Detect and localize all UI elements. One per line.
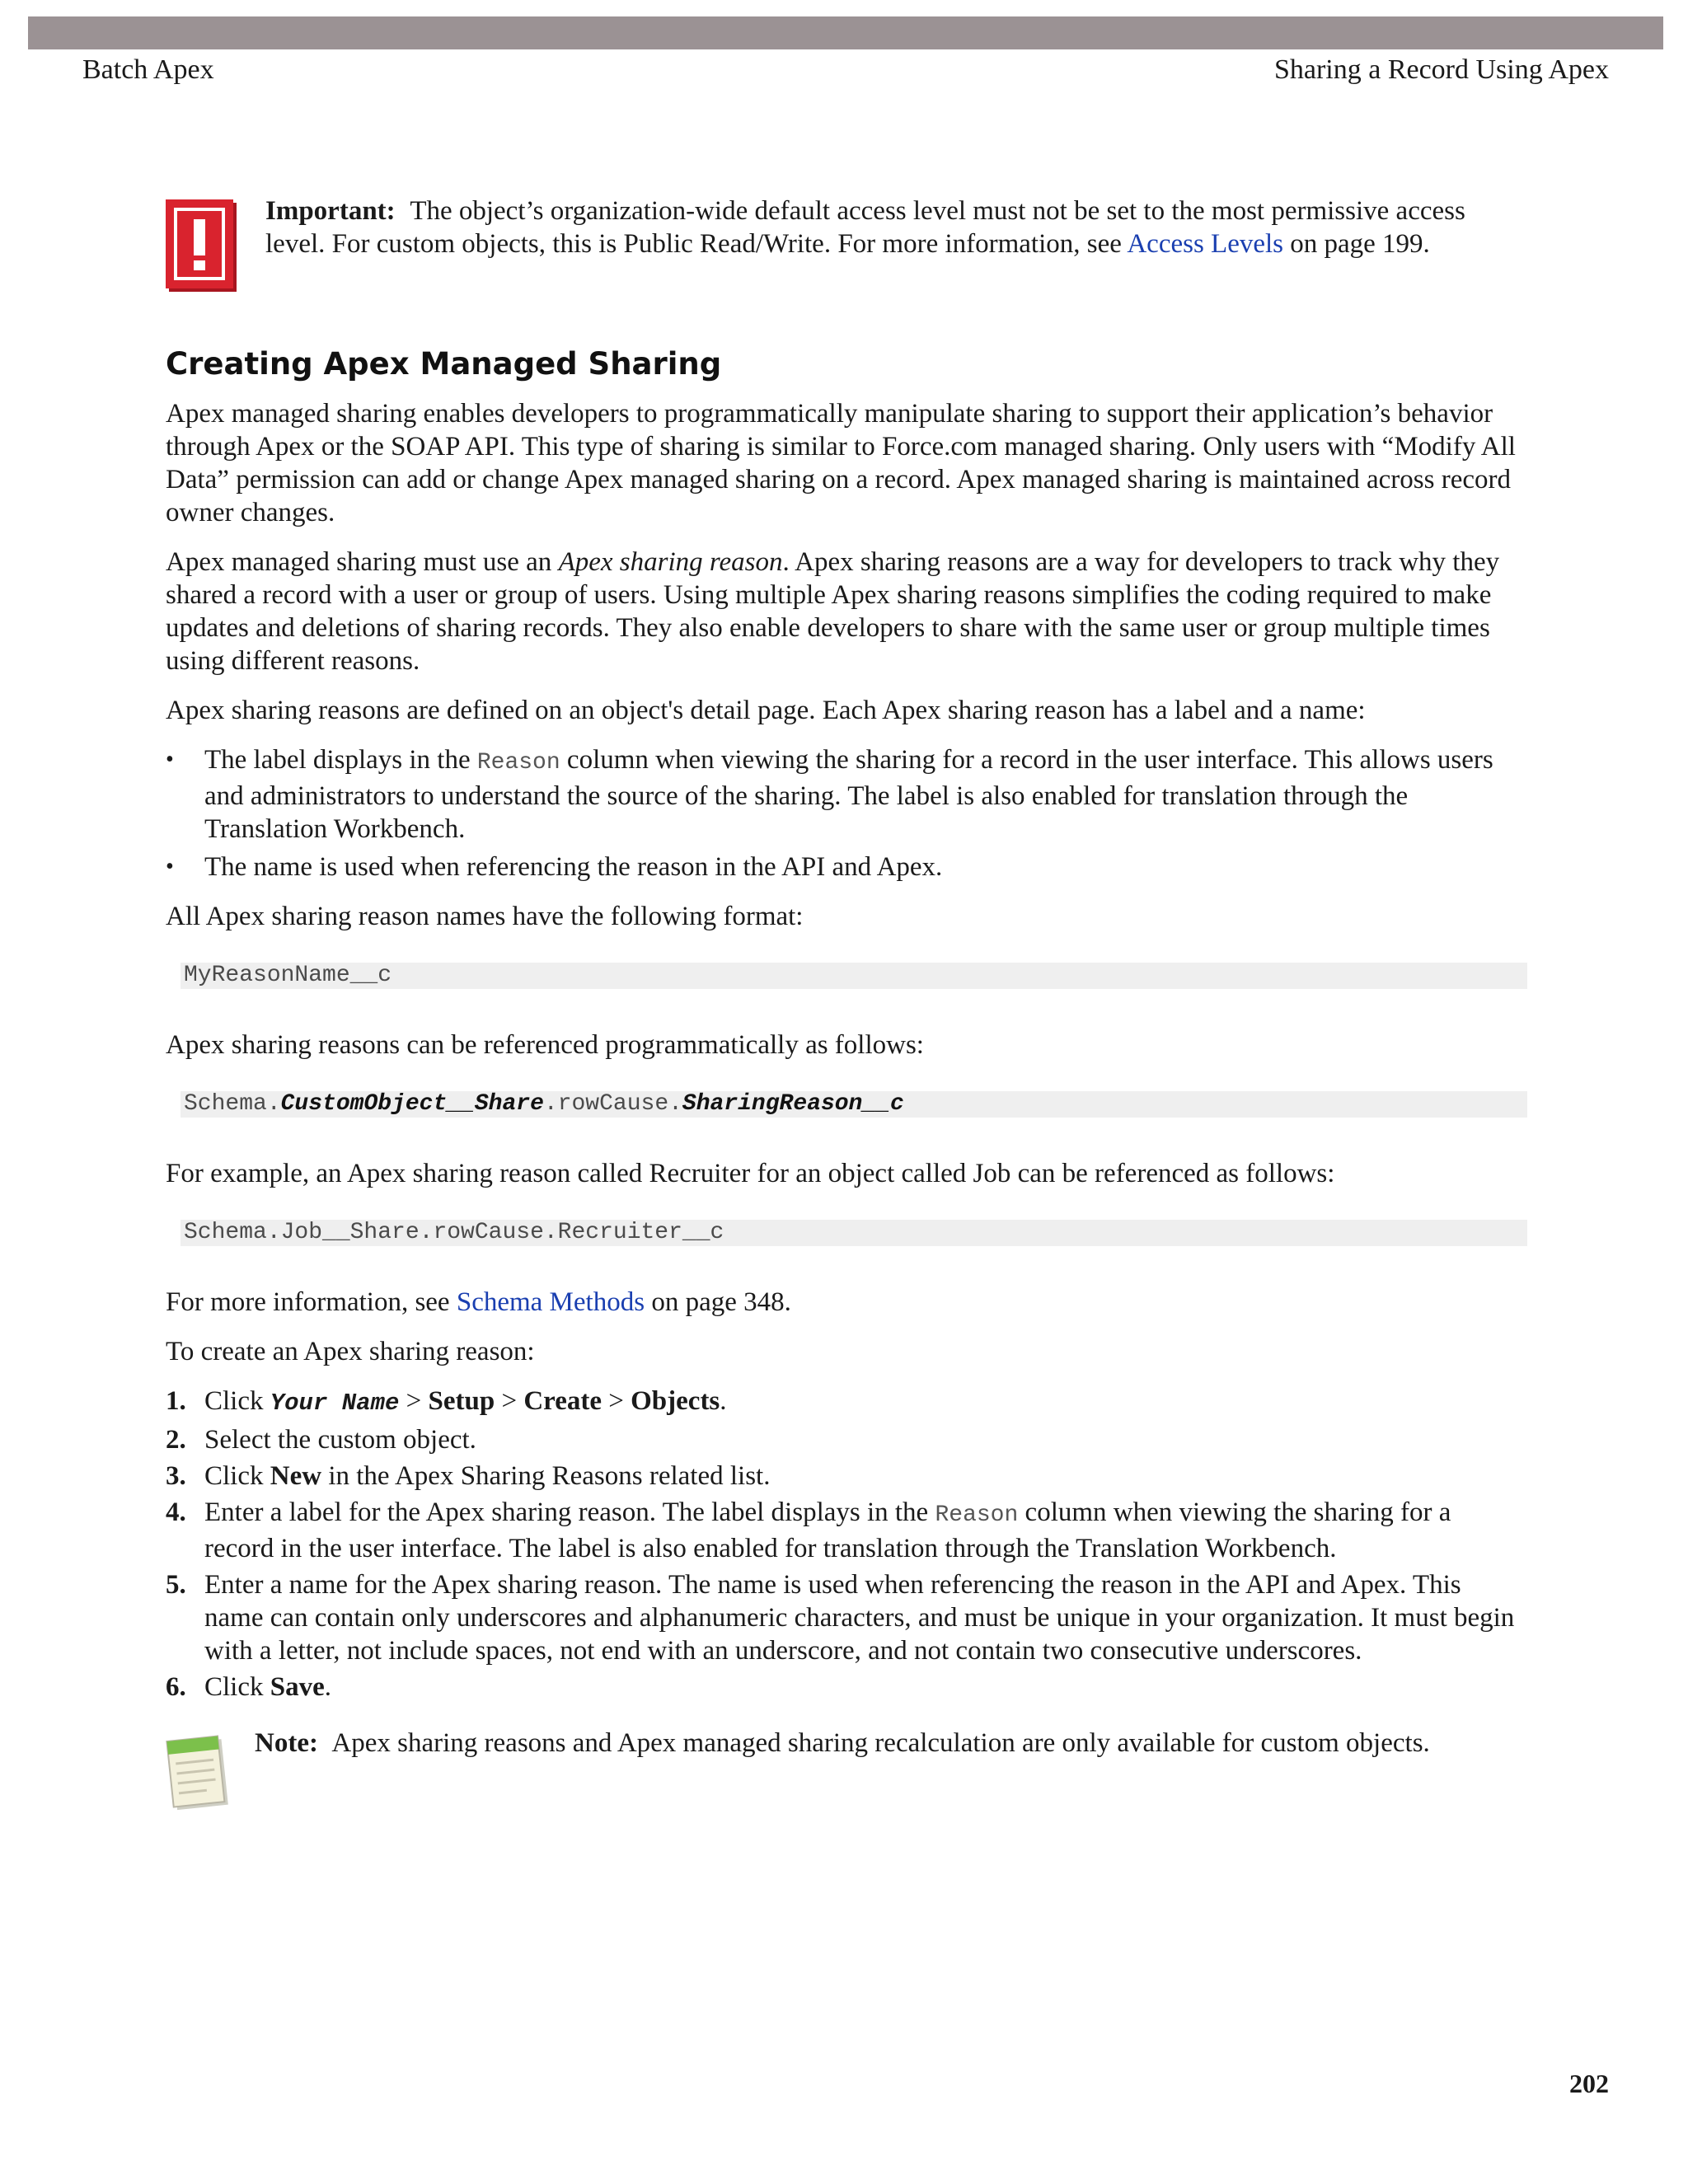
- note-callout: [166, 1727, 1524, 1817]
- steps-list: [166, 1385, 1524, 1704]
- list-item: • The label displays in the Reason column when viewing the sharing for a record in the user interface. This allows users and administrators to understand the source of the sharing. The label is also enabled for translation through the Translation Workbench.: [166, 745, 1493, 844]
- important-icon: [166, 199, 240, 295]
- paragraph: Apex managed sharing must use an Apex sharing reason. Apex sharing reasons are a way for developers to track why they shared a record with a user or group of users. Using multiple Apex sharing reasons simplifies the coding required to make updates and deletions of sharing records. They also enable developers to share with the same user or group multiple times using different reasons.: [166, 547, 1500, 676]
- header-chapter: Batch Apex: [82, 54, 214, 85]
- paragraph: Apex sharing reasons are defined on an object's detail page. Each Apex sharing reason has a label and a name:: [166, 696, 1366, 725]
- inline-code: Reason: [935, 1502, 1019, 1528]
- paragraph: Apex managed sharing enables developers to programmatically manipulate sharing to support their application’s behavior through Apex or the SOAP API. This type of sharing is similar to Force.com managed sharing. Only users with “Modify All Data” permission can add or change Apex managed sharing on a record. Apex managed sharing is maintained across record owner changes.: [166, 399, 1516, 527]
- important-text: Important: The object’s organization-wide default access level must not be set to the most permissive access level. For custom objects, this is Public Read/Write. For more information, see Access Levels on page 199.: [265, 196, 1465, 259]
- step-item: 2. Select the custom object.: [166, 1425, 476, 1455]
- header-section: Sharing a Record Using Apex: [1273, 54, 1609, 85]
- important-label: Important:: [265, 196, 396, 226]
- paragraph: Apex sharing reasons can be referenced programmatically as follows:: [166, 1030, 924, 1060]
- paragraph: All Apex sharing reason names have the following format:: [166, 902, 804, 931]
- bullet-marker: •: [166, 854, 174, 879]
- note-icon: [166, 1727, 235, 1817]
- important-callout: [166, 194, 1524, 293]
- schema-methods-link[interactable]: Schema Methods: [456, 1287, 645, 1317]
- note-text: Note: Apex sharing reasons and Apex managed sharing recalculation are only available for custom objects.: [255, 1728, 1430, 1758]
- user-menu-name: Your Name: [270, 1390, 400, 1417]
- step-item: 1. Click Your Name > Setup > Create > Objects.: [166, 1386, 727, 1417]
- inline-code: Reason: [476, 750, 560, 776]
- step-item: 6. Click Save.: [166, 1672, 331, 1702]
- page-content: [166, 194, 1524, 1817]
- code-block: MyReasonName__c: [181, 963, 1527, 989]
- step-item: 3. Click New in the Apex Sharing Reasons related list.: [166, 1461, 771, 1491]
- paragraph: To create an Apex sharing reason:: [166, 1337, 535, 1366]
- bullet-list: [166, 743, 1524, 883]
- section-title: Creating Apex Managed Sharing: [166, 346, 722, 382]
- step-item: 4. Enter a label for the Apex sharing reason. The label displays in the Reason column when viewing the sharing for a record in the user interface. The label is also enabled for translation through the Translation Workbench.: [166, 1497, 1451, 1563]
- access-levels-link[interactable]: Access Levels: [1127, 229, 1284, 259]
- code-block: Schema.Job__Share.rowCause.Recruiter__c: [181, 1220, 1527, 1246]
- page-number: 202: [1569, 2069, 1609, 2098]
- code-block: Schema.CustomObject__Share.rowCause.SharingReason__c: [181, 1091, 1527, 1118]
- step-item: 5. Enter a name for the Apex sharing reason. The name is used when referencing the reason in the API and Apex. This name can contain only underscores and alphanumeric characters, and must be unique in your organization. It must begin with a letter, not include spaces, not end with an underscore, and not contain two consecutive underscores.: [166, 1570, 1515, 1666]
- paragraph: For more information, see Schema Methods on page 348.: [166, 1287, 791, 1317]
- top-bar: [28, 16, 1663, 49]
- list-item: • The name is used when referencing the reason in the API and Apex.: [166, 852, 943, 882]
- bullet-marker: •: [166, 747, 174, 772]
- paragraph: For example, an Apex sharing reason called Recruiter for an object called Job can be referenced as follows:: [166, 1159, 1335, 1188]
- note-label: Note:: [255, 1728, 318, 1758]
